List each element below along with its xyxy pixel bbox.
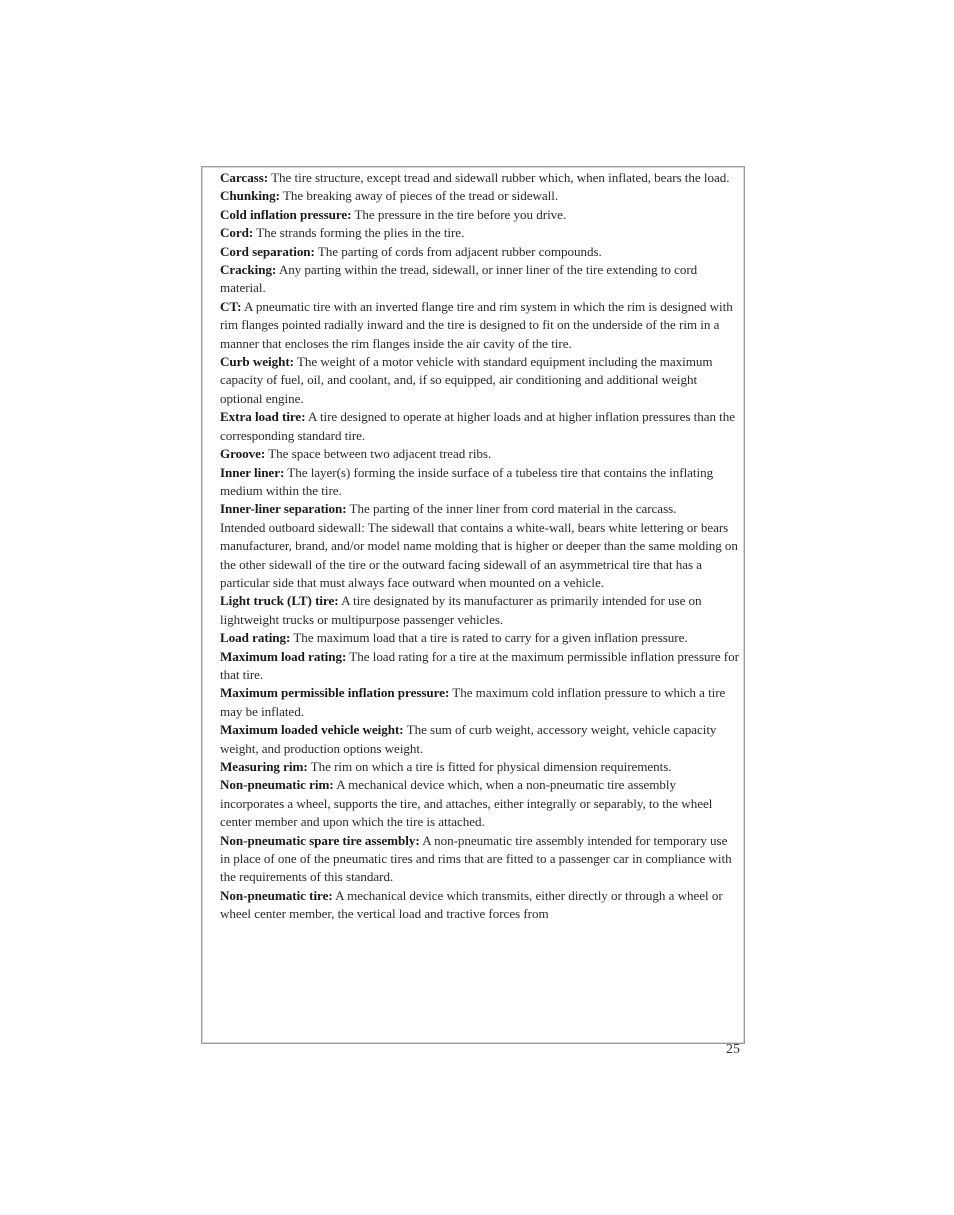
- glossary-entry-curb-weight: [220, 353, 740, 408]
- glossary-definition: A mechanical device which, when a non-pneumatic tire assembly incorporates a wheel, supports the tire, and attaches, either integrally or separably, to the wheel center member and upon which the tire is attached.: [220, 777, 713, 830]
- glossary-entry-non-pneumatic-tire: [220, 887, 740, 924]
- glossary-definition: Intended outboard sidewall: The sidewall that contains a white-wall, bears white lettering or bears manufacturer, brand, and/or model name molding that is higher or deeper than the same molding on the other sidewall of the tire or the outward facing sidewall of an asymmetrical tire that has a particular side that must always face outward when mounted on a vehicle.: [220, 519, 738, 590]
- glossary-entry-cracking: [220, 261, 740, 298]
- glossary-entry-maximum-load-rating: [220, 648, 740, 685]
- glossary-term: Maximum loaded vehicle weight:: [220, 722, 404, 738]
- glossary-definition: The breaking away of pieces of the tread or sidewall.: [282, 188, 559, 204]
- glossary-definition: A tire designated by its manufacturer as primarily intended for use on lightweight trucks or multipurpose passenger vehicles.: [220, 593, 702, 627]
- glossary-entry-cold-inflation-pressure: [220, 206, 740, 224]
- glossary-entry-load-rating: [220, 629, 740, 647]
- glossary-entry-maximum-permissible-inflation-pressure: [220, 684, 740, 721]
- glossary-entry-groove: [220, 445, 740, 463]
- glossary-definition: The tire structure, except tread and sidewall rubber which, when inflated, bears the load.: [271, 170, 730, 185]
- glossary-term: Maximum load rating:: [220, 648, 347, 664]
- glossary-term: Inner liner:: [220, 464, 285, 480]
- glossary-term: Non-pneumatic spare tire assembly:: [220, 832, 420, 848]
- glossary-entry-non-pneumatic-spare-tire-assembly: [220, 832, 740, 887]
- glossary-entry-intended-outboard-sidewall: [220, 519, 740, 593]
- glossary-entry-inner-liner: [220, 464, 740, 501]
- glossary-term: Non-pneumatic tire:: [220, 887, 333, 903]
- glossary-entry-maximum-loaded-vehicle-weight: [220, 721, 740, 758]
- glossary-term: Carcass:: [220, 170, 269, 185]
- glossary-term: Light truck (LT) tire:: [220, 593, 339, 609]
- glossary-definition: A pneumatic tire with an inverted flange tire and rim system in which the rim is designed with rim flanges pointed radially inward and the tire is designed to fit on the underside of the rim in a manner that encloses the rim flanges inside the air cavity of the tire.: [220, 298, 733, 351]
- glossary-definition: Any parting within the tread, sidewall, or inner liner of the tire extending to cord material.: [220, 262, 698, 296]
- glossary-term: Inner-liner separation:: [220, 501, 347, 517]
- glossary-entry-carcass: [220, 169, 740, 187]
- glossary-definition: The layer(s) forming the inside surface of a tubeless tire that contains the inflating medium within the tire.: [220, 464, 714, 498]
- glossary-entry-inner-liner-separation: [220, 500, 740, 518]
- glossary-definition: A mechanical device which transmits, either directly or through a wheel or wheel center member, the vertical load and tractive forces from: [220, 887, 723, 922]
- glossary-entry-chunking: [220, 187, 740, 205]
- glossary-definition: A tire designed to operate at higher loads and at higher inflation pressures than the corresponding standard tire.: [220, 409, 736, 443]
- glossary-term: Groove:: [220, 446, 266, 462]
- glossary-entry-non-pneumatic-rim: [220, 776, 740, 831]
- glossary-term: Cold inflation pressure:: [220, 206, 352, 222]
- glossary-entry-cord: [220, 224, 740, 242]
- glossary-entry-ct: [220, 298, 740, 353]
- glossary-definition: The maximum cold inflation pressure to which a tire may be inflated.: [220, 685, 726, 719]
- glossary-entry-extra-load-tire: [220, 408, 740, 445]
- glossary-term: Chunking:: [220, 188, 280, 204]
- glossary-definition: The weight of a motor vehicle with standard equipment including the maximum capacity of fuel, oil, and coolant, and, if so equipped, air conditioning and additional weight optional engine.: [220, 354, 713, 406]
- glossary-entry-measuring-rim: [220, 758, 740, 776]
- glossary-definition: The rim on which a tire is fitted for physical dimension requirements.: [310, 759, 672, 774]
- glossary-term: Extra load tire:: [220, 409, 306, 425]
- glossary-definition: The parting of cords from adjacent rubber compounds.: [317, 243, 602, 259]
- glossary-definition: The pressure in the tire before you drive.: [354, 206, 567, 222]
- glossary-definition: The strands forming the plies in the tire.: [256, 225, 465, 241]
- glossary-definition: The parting of the inner liner from cord material in the carcass.: [349, 501, 677, 517]
- glossary-definition: The maximum load that a tire is rated to carry for a given inflation pressure.: [293, 630, 688, 646]
- glossary-definition: The space between two adjacent tread ribs.: [268, 446, 492, 462]
- glossary-term: CT:: [220, 298, 242, 314]
- page-number: 25: [726, 1042, 740, 1057]
- glossary-definition: The sum of curb weight, accessory weight, vehicle capacity weight, and production options weight.: [220, 722, 717, 756]
- glossary-term: Cracking:: [220, 262, 277, 278]
- glossary-entry-cord-separation: [220, 243, 740, 261]
- glossary-term: Cord:: [220, 225, 254, 241]
- glossary-term: Load rating:: [220, 630, 291, 646]
- glossary-term: Non-pneumatic rim:: [220, 777, 334, 793]
- glossary-term: Maximum permissible inflation pressure:: [220, 685, 450, 701]
- glossary-definition: A non-pneumatic tire assembly intended for temporary use in place of one of the pneumatic tires and rims that are fitted to a passenger car in compliance with the requirements of this standard.: [220, 832, 732, 885]
- glossary-list: [220, 169, 740, 924]
- glossary-term: Curb weight:: [220, 354, 294, 370]
- glossary-term: Measuring rim:: [220, 759, 308, 774]
- glossary-entry-light-truck-tire: [220, 592, 740, 629]
- glossary-term: Cord separation:: [220, 243, 315, 259]
- glossary-definition: The load rating for a tire at the maximum permissible inflation pressure for that tire.: [220, 648, 739, 682]
